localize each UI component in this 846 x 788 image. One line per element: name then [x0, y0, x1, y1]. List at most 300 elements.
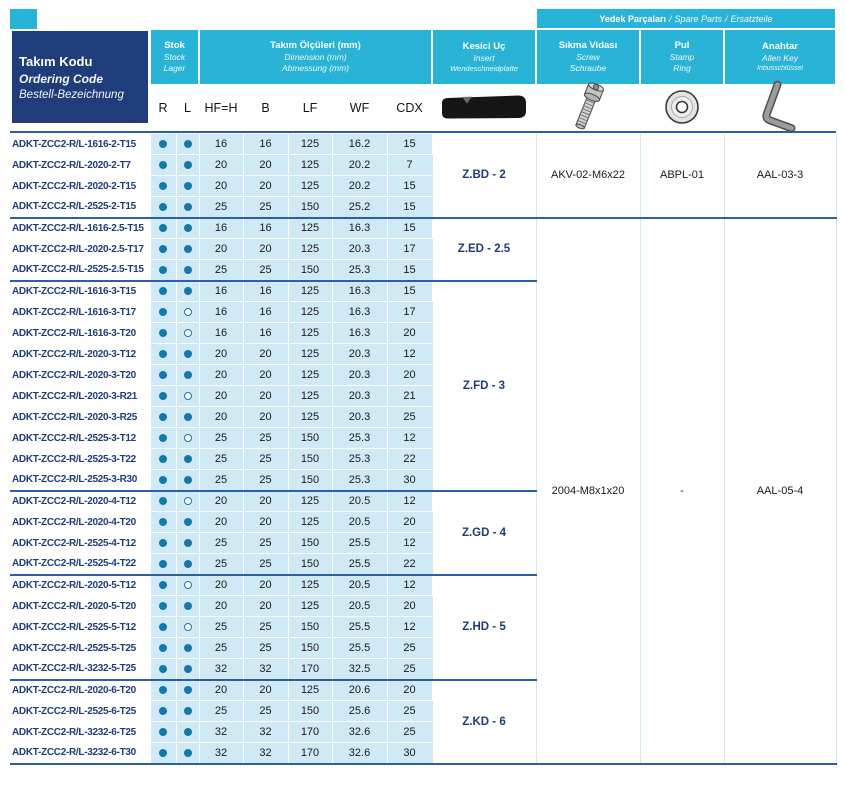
value-cell: 125 [288, 407, 332, 428]
value-cell: 20 [387, 323, 432, 344]
value-cell: 20 [199, 155, 243, 176]
value-cell: 20 [243, 512, 288, 533]
stock-dot-filled [159, 371, 167, 379]
stock-cell [150, 596, 176, 617]
value-cell: 22 [387, 449, 432, 470]
value-cell: 20 [199, 680, 243, 701]
insert-header-de: Wendeschneidplatte [450, 63, 518, 73]
value-cell: 20 [199, 344, 243, 365]
stock-cell [176, 575, 199, 596]
stock-dot-filled [159, 539, 167, 547]
insert-icon [432, 82, 536, 132]
stock-cell [150, 659, 176, 680]
value-cell: 125 [288, 596, 332, 617]
value-cell: 25 [199, 533, 243, 554]
value-cell: 12 [387, 575, 432, 596]
code-cell: ADKT-ZCC2-R/L-2020-2-T7 [10, 155, 150, 176]
washer-icon [640, 82, 724, 132]
stock-cell [150, 512, 176, 533]
value-cell: 125 [288, 323, 332, 344]
stock-dot-filled [159, 623, 167, 631]
value-cell: 20.2 [332, 176, 387, 197]
stock-dot-filled [159, 350, 167, 358]
code-cell: ADKT-ZCC2-R/L-2020-6-T20 [10, 680, 150, 701]
value-cell: 20 [387, 596, 432, 617]
value-cell: 25 [243, 554, 288, 575]
stock-cell [150, 533, 176, 554]
insert-type-cell: Z.KD - 6 [432, 680, 536, 764]
value-cell: 30 [387, 743, 432, 764]
stock-cell [150, 134, 176, 155]
value-cell: 20 [199, 575, 243, 596]
stock-dot-open [184, 392, 192, 400]
value-cell: 20.3 [332, 365, 387, 386]
code-cell: ADKT-ZCC2-R/L-2020-4-T20 [10, 512, 150, 533]
stock-cell [176, 554, 199, 575]
value-cell: 16 [243, 323, 288, 344]
screw-part-cell: 2004-M8x1x20 [536, 218, 640, 764]
code-cell: ADKT-ZCC2-R/L-1616-2-T15 [10, 134, 150, 155]
stock-dot-filled [159, 287, 167, 295]
stock-dot-filled [184, 665, 192, 673]
value-cell: 20.2 [332, 155, 387, 176]
stock-dot-open [184, 308, 192, 316]
value-cell: 16 [199, 302, 243, 323]
stock-dot-filled [184, 602, 192, 610]
value-cell: 25 [199, 638, 243, 659]
value-cell: 16.3 [332, 281, 387, 302]
value-cell: 20.3 [332, 407, 387, 428]
value-cell: 150 [288, 533, 332, 554]
stock-dot-filled [159, 707, 167, 715]
stock-cell [176, 344, 199, 365]
value-cell: 25 [387, 701, 432, 722]
stock-cell [150, 344, 176, 365]
value-cell: 15 [387, 197, 432, 218]
code-cell: ADKT-ZCC2-R/L-2020-2.5-T17 [10, 239, 150, 260]
stock-dot-filled [159, 224, 167, 232]
value-cell: 32 [199, 659, 243, 680]
stock-dot-open [184, 329, 192, 337]
value-cell: 16.2 [332, 134, 387, 155]
stock-dot-filled [184, 182, 192, 190]
stock-cell [176, 386, 199, 407]
allen-key-header-tr: Anahtar [762, 40, 798, 52]
code-cell: ADKT-ZCC2-R/L-3232-5-T25 [10, 659, 150, 680]
stock-cell [176, 176, 199, 197]
stock-dot-filled [159, 308, 167, 316]
code-cell: ADKT-ZCC2-R/L-2020-2-T15 [10, 176, 150, 197]
value-cell: 25 [243, 638, 288, 659]
stock-cell [150, 428, 176, 449]
value-cell: 20 [243, 239, 288, 260]
spare-parts-title-en: Spare Parts [674, 13, 723, 24]
stock-cell [176, 491, 199, 512]
ring-header-tr: Pul [674, 40, 690, 52]
code-cell: ADKT-ZCC2-R/L-2020-4-T12 [10, 491, 150, 512]
value-cell: 20 [243, 155, 288, 176]
value-cell: 150 [288, 197, 332, 218]
stock-header-de: Lager [163, 62, 186, 73]
value-cell: 150 [288, 638, 332, 659]
code-cell: ADKT-ZCC2-R/L-2525-6-T25 [10, 701, 150, 722]
stock-cell [150, 722, 176, 743]
ring-header [641, 30, 723, 84]
value-cell: 25 [387, 638, 432, 659]
value-cell: 25.3 [332, 449, 387, 470]
dimensions-header-de: Abmessung (mm) [281, 62, 350, 73]
code-cell: ADKT-ZCC2-R/L-1616-2.5-T15 [10, 218, 150, 239]
stock-dot-filled [184, 245, 192, 253]
code-cell: ADKT-ZCC2-R/L-2020-3-T20 [10, 365, 150, 386]
catalog-body [10, 134, 836, 764]
stock-dot-filled [159, 266, 167, 274]
insert-type-cell: Z.FD - 3 [432, 281, 536, 491]
value-cell: 20 [199, 365, 243, 386]
allen-key-part-cell: AAL-03-3 [724, 134, 836, 218]
code-cell: ADKT-ZCC2-R/L-2525-3-R30 [10, 470, 150, 491]
value-cell: 15 [387, 134, 432, 155]
value-cell: 125 [288, 365, 332, 386]
column-header-wf: WF [349, 101, 370, 115]
stock-dot-filled [159, 203, 167, 211]
value-cell: 25 [243, 701, 288, 722]
stock-dot-filled [159, 497, 167, 505]
dimensions-header-en: Dimension (mm) [284, 52, 347, 63]
stock-cell [150, 260, 176, 281]
value-cell: 16 [243, 134, 288, 155]
value-cell: 25.2 [332, 197, 387, 218]
value-cell: 20.3 [332, 239, 387, 260]
stock-dot-filled [184, 371, 192, 379]
value-cell: 20 [243, 365, 288, 386]
value-cell: 25 [243, 449, 288, 470]
stock-dot-filled [184, 203, 192, 211]
value-cell: 20.5 [332, 575, 387, 596]
ring-header-de: Ring [673, 62, 691, 73]
screw-header [537, 30, 639, 84]
stock-header-en: Stock [163, 52, 186, 63]
stock-dot-filled [184, 350, 192, 358]
ring-header-en: Stamp [669, 52, 695, 63]
value-cell: 25.5 [332, 617, 387, 638]
value-cell: 125 [288, 491, 332, 512]
value-cell: 15 [387, 260, 432, 281]
value-cell: 25 [387, 722, 432, 743]
column-header-cdx: CDX [396, 101, 423, 115]
value-cell: 25 [199, 701, 243, 722]
stock-cell [176, 596, 199, 617]
value-cell: 16 [243, 281, 288, 302]
stock-dot-filled [159, 560, 167, 568]
stock-cell [150, 743, 176, 764]
value-cell: 12 [387, 491, 432, 512]
value-cell: 20.5 [332, 491, 387, 512]
value-cell: 20 [243, 680, 288, 701]
stock-cell [150, 176, 176, 197]
code-cell: ADKT-ZCC2-R/L-3232-6-T25 [10, 722, 150, 743]
value-cell: 125 [288, 281, 332, 302]
value-cell: 16 [243, 218, 288, 239]
value-cell: 20 [199, 176, 243, 197]
value-cell: 25.6 [332, 701, 387, 722]
allen-key-header [725, 30, 835, 84]
code-cell: ADKT-ZCC2-R/L-1616-3-T20 [10, 323, 150, 344]
code-cell: ADKT-ZCC2-R/L-1616-3-T15 [10, 281, 150, 302]
value-cell: 20 [243, 491, 288, 512]
value-cell: 150 [288, 701, 332, 722]
value-cell: 25 [387, 659, 432, 680]
stock-cell [150, 239, 176, 260]
allen-key-header-de: Inbusschlüssel [757, 64, 803, 72]
stock-dot-filled [159, 392, 167, 400]
code-cell: ADKT-ZCC2-R/L-2525-2-T15 [10, 197, 150, 218]
code-cell: ADKT-ZCC2-R/L-2020-5-T20 [10, 596, 150, 617]
stock-cell [176, 407, 199, 428]
stock-cell [150, 302, 176, 323]
value-cell: 20 [199, 407, 243, 428]
value-cell: 20 [243, 575, 288, 596]
stock-cell [176, 323, 199, 344]
column-header-hf: HF=H [204, 101, 238, 115]
stock-header-tr: Stok [164, 40, 185, 52]
screw-header-de: Schraube [569, 62, 607, 73]
stock-dot-filled [184, 560, 192, 568]
spare-parts-title-tr: Yedek Parçaları [599, 13, 666, 24]
value-cell: 25 [199, 260, 243, 281]
value-cell: 20.5 [332, 596, 387, 617]
allen-key-icon [724, 82, 836, 132]
insert-header-en: Insert [473, 52, 495, 63]
stock-cell [150, 281, 176, 302]
stock-cell [150, 701, 176, 722]
stock-cell [176, 155, 199, 176]
value-cell: 20 [199, 491, 243, 512]
screw-header-en: Screw [576, 52, 600, 63]
value-cell: 125 [288, 344, 332, 365]
stock-cell [150, 638, 176, 659]
tool-code-header [10, 29, 150, 125]
stock-dot-filled [184, 749, 192, 757]
code-cell: ADKT-ZCC2-R/L-1616-3-T17 [10, 302, 150, 323]
stock-dot-open [184, 497, 192, 505]
column-header-r: R [158, 101, 168, 115]
stock-dot-filled [184, 413, 192, 421]
stock-cell [176, 743, 199, 764]
stock-cell [150, 407, 176, 428]
value-cell: 20 [243, 596, 288, 617]
stock-cell [150, 218, 176, 239]
stock-cell [176, 365, 199, 386]
stock-dot-filled [159, 329, 167, 337]
stock-cell [150, 470, 176, 491]
value-cell: 30 [387, 470, 432, 491]
stock-cell [176, 722, 199, 743]
stock-dot-filled [159, 602, 167, 610]
stock-cell [150, 365, 176, 386]
value-cell: 25.3 [332, 470, 387, 491]
spare-parts-title-de: Ersatzteile [730, 13, 773, 24]
insert-type-cell: Z.HD - 5 [432, 575, 536, 680]
value-cell: 150 [288, 617, 332, 638]
ring-part-cell: ABPL-01 [640, 134, 724, 218]
stock-dot-filled [159, 182, 167, 190]
screw-part-cell: AKV-02-M6x22 [536, 134, 640, 218]
stock-cell [176, 533, 199, 554]
stock-cell [176, 512, 199, 533]
ring-part-cell: - [640, 218, 724, 764]
stock-cell [176, 428, 199, 449]
stock-dot-open [184, 623, 192, 631]
value-cell: 25.5 [332, 533, 387, 554]
value-cell: 25 [199, 617, 243, 638]
value-cell: 150 [288, 428, 332, 449]
stock-dot-filled [159, 245, 167, 253]
stock-dot-filled [184, 476, 192, 484]
value-cell: 32.6 [332, 743, 387, 764]
stock-dot-filled [184, 644, 192, 652]
value-cell: 15 [387, 218, 432, 239]
value-cell: 125 [288, 239, 332, 260]
value-cell: 150 [288, 554, 332, 575]
spare-parts-title [537, 9, 835, 28]
value-cell: 17 [387, 239, 432, 260]
stock-dot-filled [184, 686, 192, 694]
stock-dot-filled [184, 266, 192, 274]
stock-dot-filled [159, 455, 167, 463]
value-cell: 16 [199, 218, 243, 239]
insert-type-cell: Z.GD - 4 [432, 491, 536, 575]
value-cell: 170 [288, 722, 332, 743]
value-cell: 20 [243, 176, 288, 197]
value-cell: 25 [387, 407, 432, 428]
value-cell: 32 [199, 743, 243, 764]
stock-cell [176, 617, 199, 638]
stock-cell [176, 134, 199, 155]
value-cell: 12 [387, 344, 432, 365]
screw-header-tr: Sıkma Vidası [558, 40, 618, 52]
value-cell: 25 [243, 617, 288, 638]
code-cell: ADKT-ZCC2-R/L-2525-5-T25 [10, 638, 150, 659]
value-cell: 12 [387, 617, 432, 638]
value-cell: 20 [243, 344, 288, 365]
stock-dot-filled [184, 707, 192, 715]
code-cell: ADKT-ZCC2-R/L-2525-3-T22 [10, 449, 150, 470]
value-cell: 32 [243, 743, 288, 764]
stock-cell [176, 281, 199, 302]
stock-dot-filled [184, 539, 192, 547]
stock-dot-filled [184, 287, 192, 295]
stock-cell [176, 218, 199, 239]
stock-dot-filled [159, 665, 167, 673]
value-cell: 20.5 [332, 512, 387, 533]
value-cell: 25 [243, 533, 288, 554]
catalog-table [10, 133, 837, 765]
stock-dot-filled [159, 686, 167, 694]
value-cell: 12 [387, 428, 432, 449]
value-cell: 25 [243, 428, 288, 449]
value-cell: 150 [288, 449, 332, 470]
value-cell: 20 [387, 365, 432, 386]
column-header-l: L [184, 101, 191, 115]
stock-dot-filled [184, 518, 192, 526]
dimensions-header-tr: Takım Ölçüleri (mm) [270, 40, 361, 52]
allen-key-part-cell: AAL-05-4 [724, 218, 836, 764]
stock-cell [176, 638, 199, 659]
value-cell: 20 [199, 596, 243, 617]
value-cell: 20.3 [332, 386, 387, 407]
stock-dot-filled [184, 140, 192, 148]
value-cell: 16 [199, 323, 243, 344]
value-cell: 20 [243, 386, 288, 407]
stock-dot-filled [184, 455, 192, 463]
table-row [10, 134, 836, 155]
value-cell: 125 [288, 302, 332, 323]
value-cell: 170 [288, 659, 332, 680]
stock-dot-filled [159, 644, 167, 652]
code-cell: ADKT-ZCC2-R/L-2525-4-T12 [10, 533, 150, 554]
table-row [10, 218, 836, 239]
code-cell: ADKT-ZCC2-R/L-2020-3-R21 [10, 386, 150, 407]
value-cell: 32 [243, 659, 288, 680]
dimensions-header [200, 30, 431, 84]
stock-dot-filled [159, 413, 167, 421]
stock-dot-filled [184, 728, 192, 736]
insert-header-tr: Kesici Uç [462, 40, 506, 52]
value-cell: 25 [199, 470, 243, 491]
column-header-lf: LF [302, 101, 318, 115]
tool-code-title-en: Ordering Code [19, 71, 104, 86]
stock-cell [150, 323, 176, 344]
value-cell: 125 [288, 218, 332, 239]
stock-header [151, 30, 198, 84]
value-cell: 125 [288, 134, 332, 155]
value-cell: 15 [387, 176, 432, 197]
stock-dot-filled [159, 728, 167, 736]
value-cell: 20.6 [332, 680, 387, 701]
code-cell: ADKT-ZCC2-R/L-2020-3-T12 [10, 344, 150, 365]
value-cell: 15 [387, 281, 432, 302]
value-cell: 25 [243, 260, 288, 281]
stock-cell [176, 470, 199, 491]
value-cell: 32 [199, 722, 243, 743]
value-cell: 12 [387, 533, 432, 554]
value-cell: 125 [288, 680, 332, 701]
stock-cell [150, 197, 176, 218]
value-cell: 25 [243, 470, 288, 491]
value-cell: 125 [288, 386, 332, 407]
stock-cell [150, 575, 176, 596]
spare-parts-title-sep1: / [668, 13, 672, 24]
code-cell: ADKT-ZCC2-R/L-2525-2.5-T15 [10, 260, 150, 281]
insert-type-cell: Z.ED - 2.5 [432, 218, 536, 281]
value-cell: 32.5 [332, 659, 387, 680]
value-cell: 16 [199, 134, 243, 155]
stock-cell [150, 680, 176, 701]
screw-icon [536, 82, 640, 132]
value-cell: 32 [243, 722, 288, 743]
stock-cell [176, 701, 199, 722]
stock-dot-filled [159, 140, 167, 148]
value-cell: 125 [288, 575, 332, 596]
value-cell: 22 [387, 554, 432, 575]
value-cell: 25 [243, 197, 288, 218]
stock-dot-filled [159, 434, 167, 442]
code-cell: ADKT-ZCC2-R/L-2020-5-T12 [10, 575, 150, 596]
value-cell: 170 [288, 743, 332, 764]
value-cell: 125 [288, 176, 332, 197]
value-cell: 20 [199, 239, 243, 260]
